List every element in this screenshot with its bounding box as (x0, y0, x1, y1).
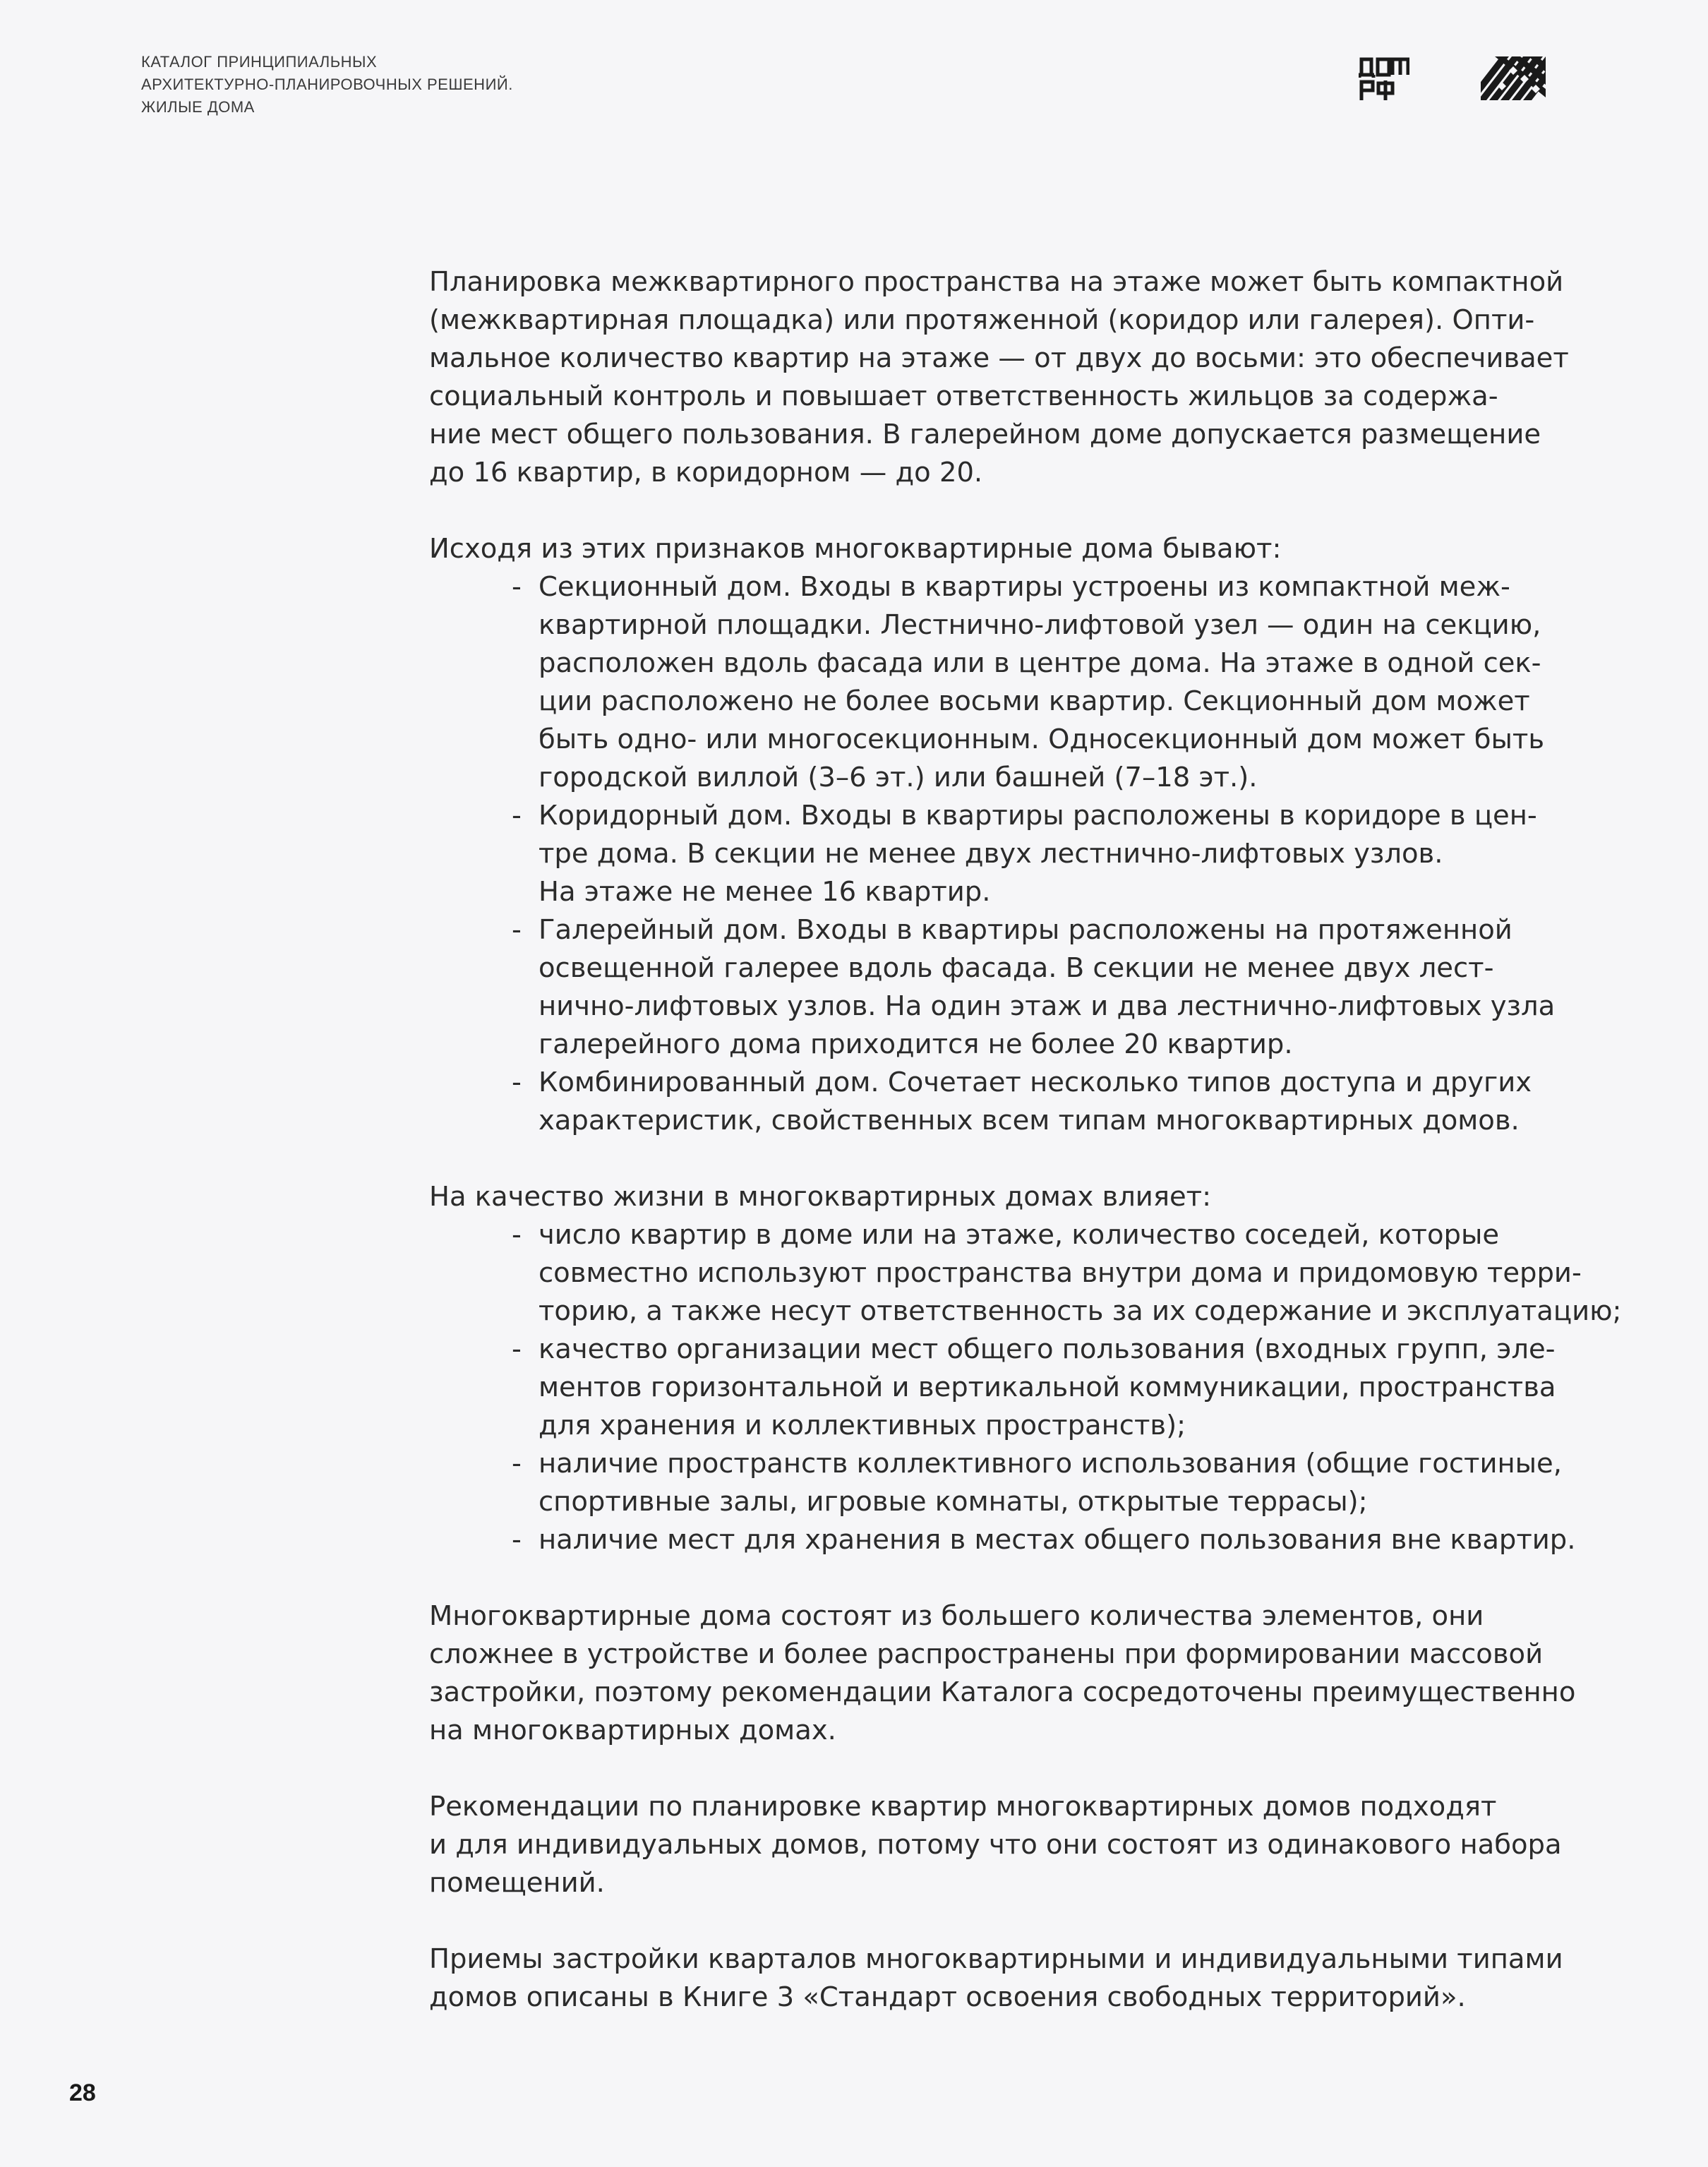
text-line: до 16 квартир, в коридорном — до 20. (429, 457, 983, 488)
list-dash: - (512, 1333, 522, 1365)
text-line: ментов горизонтальной и вертикальной коммуникации, пространства (539, 1371, 1556, 1403)
text-line: (межквартирная площадка) или протяженной (коридор или галерея). Опти- (429, 304, 1535, 336)
page-number: 28 (69, 2079, 96, 2106)
paragraph-layout (429, 263, 1569, 492)
dom-rf-logo-icon (1359, 55, 1409, 102)
paragraph-recommendations (429, 1788, 1562, 1902)
quality-factors-list (429, 1216, 1622, 1559)
text-line: Многоквартирные дома состоят из большего количества элементов, они (429, 1600, 1484, 1632)
house-types-list (429, 568, 1558, 1140)
list-item (512, 1521, 1576, 1559)
running-header (141, 51, 513, 119)
list-item (512, 1216, 1622, 1331)
paragraph-focus (429, 1597, 1576, 1750)
list-dash: - (512, 800, 522, 832)
paragraph-book-reference (429, 1940, 1563, 2017)
list-intro-quality: На качество жизни в многоквартирных домах влияет: (429, 1181, 1212, 1213)
text-line: Секционный дом. Входы в квартиры устроены из компактной меж- (539, 571, 1510, 603)
text-line: Комбинированный дом. Сочетает несколько типов доступа и других (539, 1067, 1532, 1098)
list-item (512, 797, 1558, 911)
text-line: совместно используют пространства внутри дома и придомовую терри- (539, 1257, 1582, 1289)
list-item (512, 911, 1558, 1064)
text-line: характеристик, свойственных всем типам многоквартирных домов. (539, 1105, 1520, 1136)
list-dash: - (512, 914, 522, 946)
text-line: Галерейный дом. Входы в квартиры расположены на протяженной (539, 914, 1512, 946)
text-line: качество организации мест общего пользования (входных групп, эле- (539, 1333, 1556, 1365)
text-line: На этаже не менее 16 квартир. (539, 876, 991, 908)
text-line: спортивные залы, игровые комнаты, открытые террасы); (539, 1486, 1368, 1518)
text-line: на многоквартирных домах. (429, 1715, 836, 1746)
text-line: наличие пространств коллективного использования (общие гостиные, (539, 1448, 1562, 1479)
text-line: мальное количество квартир на этаже — от двух до восьми: это обеспечивает (429, 342, 1569, 374)
list-dash: - (512, 1067, 522, 1098)
text-line: освещенной галерее вдоль фасада. В секции не менее двух лест- (539, 952, 1494, 984)
text-line: быть одно- или многосекционным. Односекционный дом может быть (539, 724, 1545, 755)
text-line: число квартир в доме или на этаже, количество соседей, которые (539, 1219, 1500, 1251)
list-dash: - (512, 571, 522, 603)
text-line: сложнее в устройстве и более распространены при формировании массовой (429, 1638, 1544, 1670)
text-line: ние мест общего пользования. В галерейном доме допускается размещение (429, 419, 1541, 450)
text-line: ции расположено не более восьми квартир. Секционный дом может (539, 685, 1530, 717)
text-line: наличие мест для хранения в местах общего пользования вне квартир. (539, 1524, 1576, 1556)
text-line: для хранения и коллективных пространств); (539, 1410, 1186, 1441)
text-line: квартирной площадки. Лестнично-лифтовой узел — один на секцию, (539, 609, 1541, 641)
text-line: Приемы застройки кварталов многоквартирными и индивидуальными типами (429, 1943, 1563, 1975)
list-dash: - (512, 1448, 522, 1479)
list-item (512, 1331, 1558, 1445)
text-line: помещений. (429, 1867, 605, 1899)
text-line: социальный контроль и повышает ответственность жильцов за содержа- (429, 380, 1498, 412)
list-item (512, 568, 1558, 797)
text-line: Коридорный дом. Входы в квартиры расположены в коридоре в цен- (539, 800, 1537, 832)
text-line: нично-лифтовых узлов. На один этаж и два лестнично-лифтовых узла (539, 990, 1556, 1022)
text-line: Планировка межквартирного пространства на этаже может быть компактной (429, 266, 1564, 298)
text-line: застройки, поэтому рекомендации Каталога сосредоточены преимущественно (429, 1676, 1576, 1708)
body-text (429, 263, 1622, 2055)
list-intro-house-types: Исходя из этих признаков многоквартирные дома бывают: (429, 533, 1282, 565)
text-line: городской виллой (3–6 эт.) или башней (7–18 эт.). (539, 762, 1258, 793)
list-item (512, 1445, 1562, 1521)
text-line: домов описаны в Книге 3 «Стандарт освоения свободных территорий». (429, 1981, 1466, 2013)
text-line: расположен вдоль фасада или в центре дома. На этаже в одной сек- (539, 647, 1541, 679)
text-line: торию, а также несут ответственность за их содержание и эксплуатацию; (539, 1295, 1622, 1327)
text-line: и для индивидуальных домов, потому что они состоят из одинакового набора (429, 1829, 1562, 1861)
brand-pattern-icon (1481, 56, 1546, 100)
header-line-2: АРХИТЕКТУРНО-ПЛАНИРОВОЧНЫХ РЕШЕНИЙ. (141, 76, 513, 93)
list-dash: - (512, 1219, 522, 1251)
header-line-3: ЖИЛЫЕ ДОМА (141, 98, 255, 116)
text-line: тре дома. В секции не менее двух лестнично-лифтовых узлов. (539, 838, 1443, 870)
list-item (512, 1064, 1558, 1140)
header-line-1: КАТАЛОГ ПРИНЦИПИАЛЬНЫХ (141, 53, 378, 71)
list-dash: - (512, 1524, 522, 1556)
text-line: галерейного дома приходится не более 20 квартир. (539, 1028, 1293, 1060)
text-line: Рекомендации по планировке квартир многоквартирных домов подходят (429, 1791, 1497, 1823)
